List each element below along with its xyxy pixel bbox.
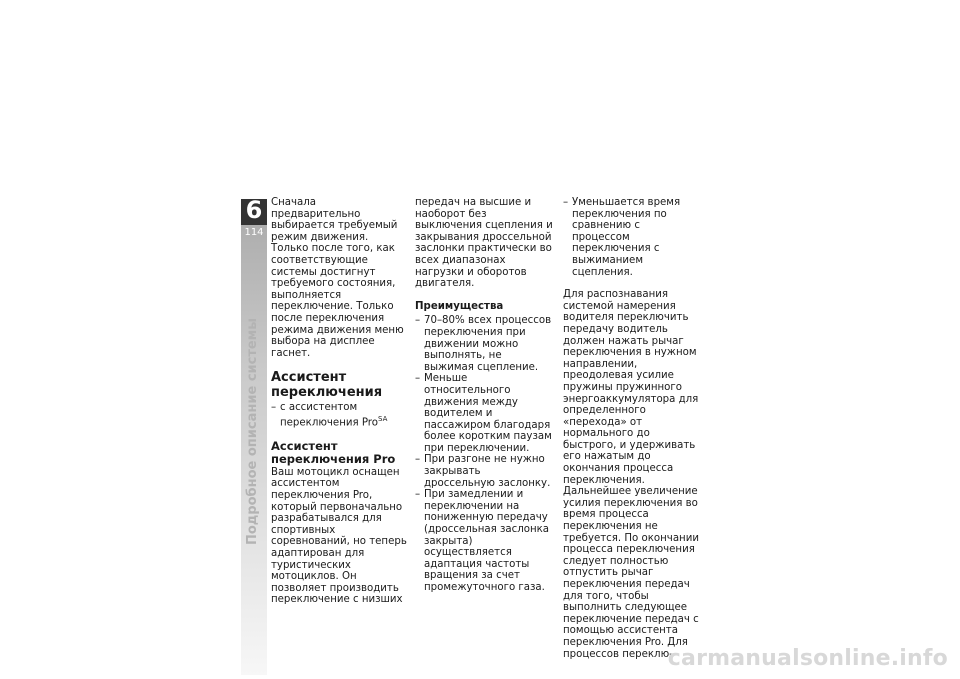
list-item: – Меньше относительного движения между водителем и пассажиром благодаря более коротким паузам при переключении. (415, 373, 553, 454)
sa-superscript: SA (378, 414, 388, 423)
text-column-1 (271, 197, 407, 617)
chapter-number: 6 (245, 196, 263, 224)
paragraph: Ваш мотоцикл оснащен ассистентом переключения Pro, который первоначально разрабатывался для спортивных соревнований, но теперь адаптирован для туристических мотоциклов. Он позволяет производить переключение с низших (271, 466, 407, 606)
subsection-heading: Ассистент переключения Pro (271, 438, 396, 466)
section-heading: Ассистент переключения (271, 370, 383, 401)
section-heading: Преимущества (415, 300, 504, 312)
paragraph: Для распознавания системой намерения водителя переключить передачу водитель должен нажать рычаг переключения в нужном направлении, преодолевая усилие пружины пружинного энергоаккумулятора для определенного «перехода» от нормального до быстрого, и удерживать его нажатым до окончания процесса переключения. Дальнейшее увеличение усилия переключения во время процесса переключения не требуется. По окончании процесса переключения следует полностью отпустить рычаг переключения передач для того, чтобы выполнить следующее переключение передач с помощью ассистента переключения Pro. Для процессов переклю- (563, 289, 699, 660)
list-item (271, 402, 407, 429)
list-item: – При разгоне не нужно закрывать дроссельную заслонку. (415, 454, 553, 489)
list-item-text: с ассистентом переключения Pro (280, 402, 378, 429)
watermark: carmanualsonline.info (667, 646, 948, 671)
chapter-title: Подробное описание системы (245, 317, 260, 545)
paragraph: передач на высшие и наоборот без выключения сцепления и закрывания дроссельной заслонки практически во всех диапазонах нагрузки и оборотов двигателя. (415, 197, 553, 290)
paragraph: Сначала предварительно выбирается требуемый режим движения. Только после того, как соответствующие системы достигнут требуемого состояния, выполняется переключение. Только после переключения режима движения меню выбора на дисплее гаснет. (271, 197, 404, 359)
bullet-list (415, 315, 553, 593)
list-item: – При замедлении и переключении на пониженную передачу (дроссельная заслонка закрыта) осуществляется адаптация частоты вращения за счет промежуточного газа. (415, 489, 553, 593)
text-column-3 (563, 197, 699, 671)
list-item: – Уменьшается время переключения по сравнению с процессом переключения с выжиманием сцепления. (563, 197, 699, 278)
page-number: 114 (244, 227, 264, 238)
text-column-2 (415, 197, 553, 605)
bullet-list (563, 197, 699, 278)
bullet-list (271, 402, 407, 429)
list-item: – 70–80% всех процессов переключения при движении можно выполнять, не выжимая сцепление. (415, 315, 553, 373)
